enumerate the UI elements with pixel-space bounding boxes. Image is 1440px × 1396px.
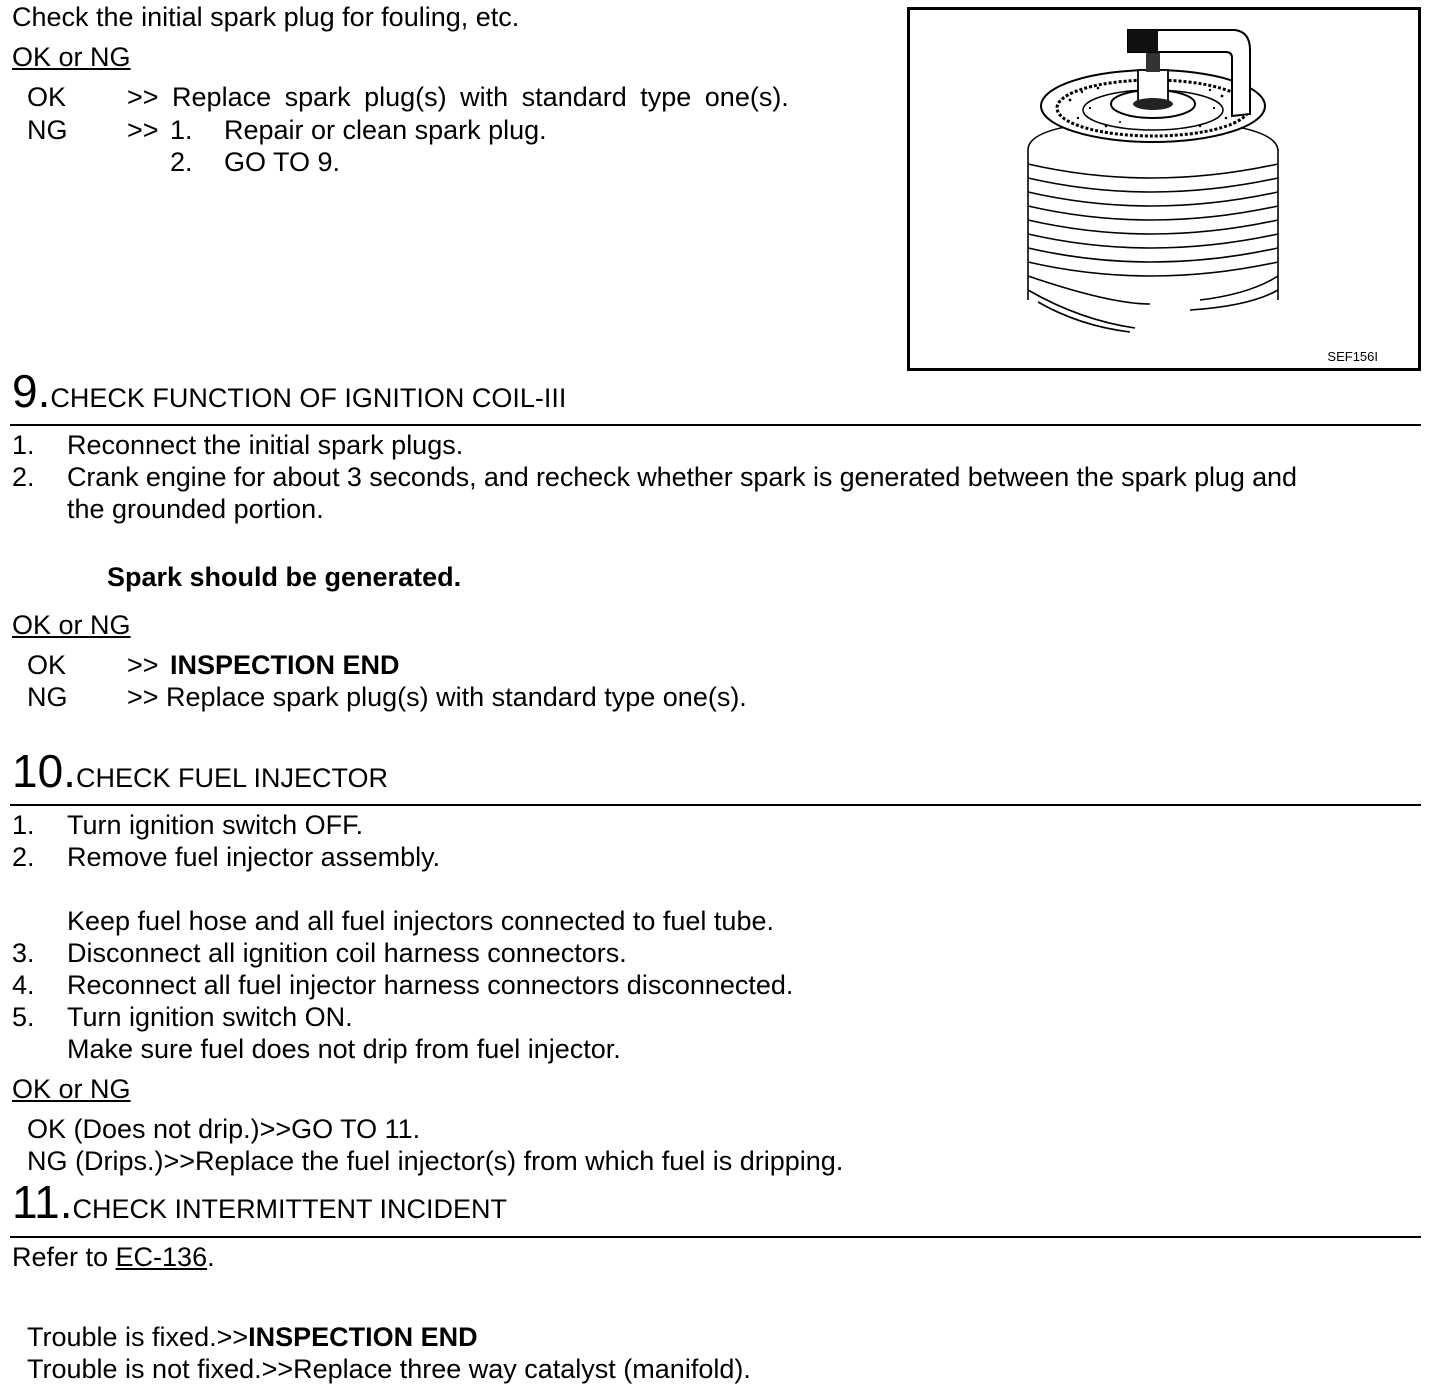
step-number: 9. [12, 365, 51, 417]
step-title: CHECK FUEL INJECTOR [75, 763, 388, 793]
list-number: 2. [12, 842, 35, 872]
ng-step-number: 1. [170, 115, 193, 145]
ok-ng-heading: OK or NG [12, 42, 131, 72]
ok-result-text: INSPECTION END [170, 650, 400, 680]
list-item-continuation: the grounded portion. [67, 494, 324, 524]
requirement-text: Spark should be generated. [107, 562, 462, 592]
note-text: Keep fuel hose and all fuel injectors connected to fuel tube. [67, 906, 774, 936]
step-title: CHECK INTERMITTENT INCIDENT [72, 1194, 508, 1224]
step-9-heading [12, 365, 567, 417]
ok-result-text: >> Replace spark plug(s) with standard type one(s). [127, 82, 789, 112]
ec-136-link[interactable]: EC-136 [115, 1242, 208, 1272]
refer-line [12, 1241, 215, 1273]
ok-result-text: OK (Does not drip.)>>GO TO 11. [27, 1114, 421, 1144]
ng-step-goto: GO TO 9. [224, 147, 341, 177]
fixed-result: INSPECTION END [248, 1322, 478, 1352]
ok-ng-heading: OK or NG [12, 1074, 131, 1104]
list-item: Disconnect all ignition coil harness connectors. [67, 938, 627, 968]
list-item: Reconnect the initial spark plugs. [67, 430, 464, 460]
list-number: 1. [12, 430, 35, 460]
ng-step-number: 2. [170, 147, 193, 177]
step-number: 11. [12, 1176, 73, 1228]
ok-ng-heading: OK or NG [12, 610, 131, 640]
list-item-continuation: Make sure fuel does not drip from fuel injector. [67, 1034, 621, 1064]
list-item: Crank engine for about 3 seconds, and recheck whether spark is generated between the spark plug and [67, 462, 1297, 492]
list-item: Reconnect all fuel injector harness connectors disconnected. [67, 970, 794, 1000]
figure-id: SEF156I [1327, 349, 1378, 364]
ng-label: NG [27, 115, 68, 145]
ng-result-text: NG (Drips.)>>Replace the fuel injector(s) from which fuel is dripping. [27, 1146, 844, 1176]
list-number: 5. [12, 1002, 35, 1032]
list-number: 2. [12, 462, 35, 492]
fixed-line [27, 1321, 478, 1353]
ng-label: NG [27, 682, 68, 712]
not-fixed-line: Trouble is not fixed.>>Replace three way catalyst (manifold). [27, 1354, 751, 1384]
ok-arrow: >> [127, 650, 159, 680]
ng-step-text: Repair or clean spark plug. [224, 115, 547, 145]
list-item: Turn ignition switch OFF. [67, 810, 364, 840]
list-number: 3. [12, 938, 35, 968]
step-10-heading [12, 745, 388, 797]
ok-label: OK [27, 650, 67, 680]
list-item: Remove fuel injector assembly. [67, 842, 441, 872]
list-number: 1. [12, 810, 35, 840]
ng-result-text: >> Replace spark plug(s) with standard type one(s). [127, 682, 747, 712]
list-number: 4. [12, 970, 35, 1000]
refer-prefix: Refer to [12, 1242, 116, 1272]
step-number: 10. [12, 745, 76, 797]
ng-arrow: >> [127, 115, 159, 145]
step-title: CHECK FUNCTION OF IGNITION COIL-III [50, 383, 567, 413]
spark-plug-figure [907, 7, 1421, 371]
list-item: Turn ignition switch ON. [67, 1002, 353, 1032]
step-11-heading [12, 1176, 508, 1228]
ok-label: OK [27, 82, 67, 112]
fixed-prefix: Trouble is fixed.>> [27, 1322, 249, 1352]
instruction-text: Check the initial spark plug for fouling, etc. [12, 2, 520, 32]
section-divider [10, 424, 1421, 426]
refer-suffix: . [207, 1242, 215, 1272]
section-divider [10, 804, 1421, 806]
spark-plug-illustration [910, 10, 1418, 368]
section-divider [10, 1236, 1421, 1238]
